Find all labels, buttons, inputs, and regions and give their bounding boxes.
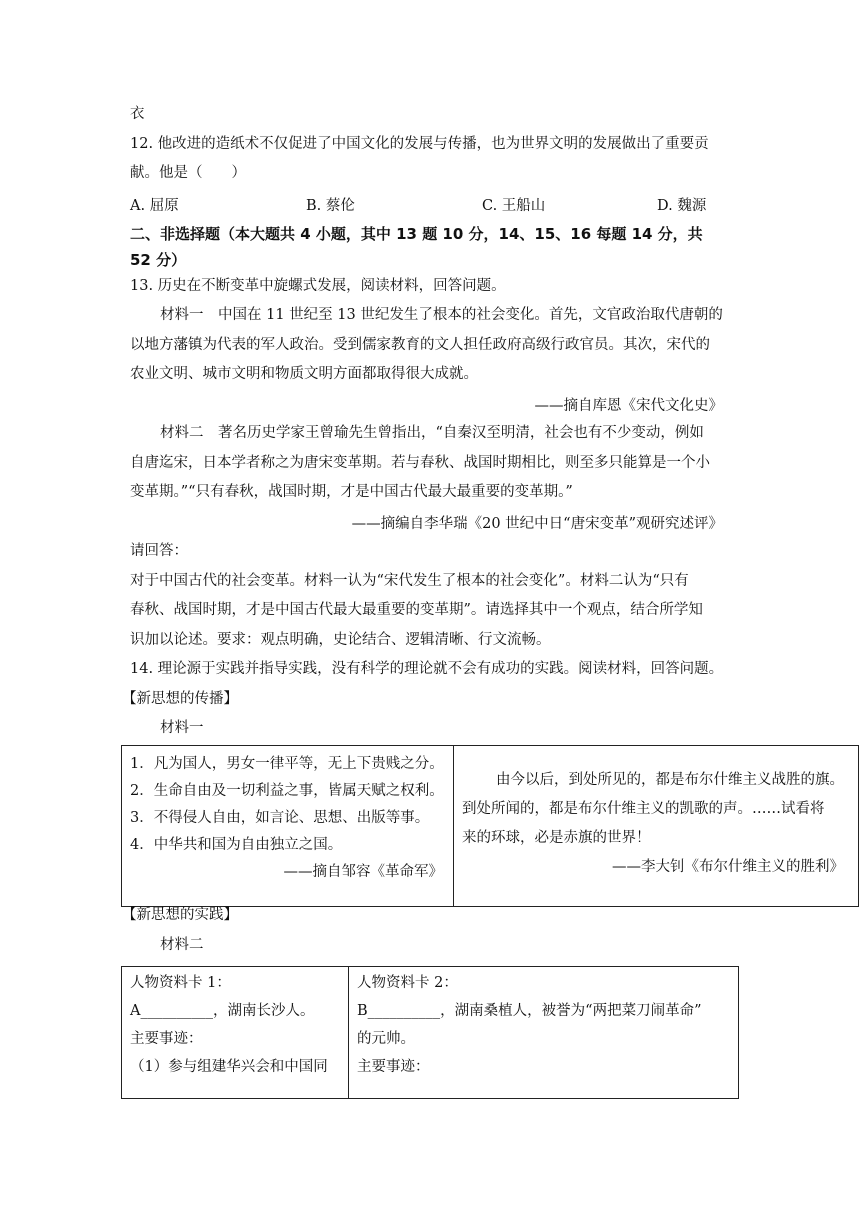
- q12-option-b[interactable]: B. 蔡伦: [306, 198, 355, 214]
- section2-heading-line2: 52 分）: [130, 251, 187, 269]
- q14-heading-practice: 【新思想的实践】: [122, 907, 238, 923]
- q14-table1-left-item: 2．生命自由及一切利益之事，皆属天赋之权利。: [130, 783, 444, 799]
- q13-task-line3: 识加以论述。要求：观点明确，史论结合、逻辑清晰、行文流畅。: [130, 632, 551, 648]
- q14-table1-left-item: 4．中华共和国为自由独立之国。: [130, 837, 343, 853]
- q13-material1-line3: 农业文明、城市文明和物质文明方面都取得很大成就。: [130, 366, 478, 382]
- person-card-1: [122, 967, 349, 1099]
- top-fragment: 衣: [130, 106, 145, 122]
- q13-material1-line2: 以地方藩镇为代表的军人政治。受到儒家教育的文人担任政府高级行政官员。其次，宋代的: [130, 337, 710, 353]
- q13-material2-source: ——摘编自李华瑞《20 世纪中日“唐宋变革”观研究述评》: [351, 516, 723, 532]
- card1-line: 主要事迹：: [130, 1031, 203, 1047]
- q12-option-c[interactable]: C. 王船山: [482, 198, 546, 214]
- q14-table1-left-item: 1．凡为国人，男女一律平等，无上下贵贱之分。: [130, 756, 444, 772]
- q14-material2-table: [121, 966, 739, 1099]
- q12-stem-line2: 献。他是（ ）: [130, 165, 246, 181]
- q14-table1-left-item: 3．不得侵人自由，如言论、思想、出版等事。: [130, 810, 430, 826]
- q14-table1-right-line: 到处所闻的，都是布尔什维主义的凯歌的声。……试看将: [462, 801, 825, 817]
- card2-line: B__________，湖南桑植人，被誉为“两把菜刀闹革命”: [357, 1003, 702, 1019]
- q12-stem-line1: 12. 他改进的造纸术不仅促进了中国文化的发展与传播，也为世界文明的发展做出了重要贡: [130, 136, 709, 152]
- card2-line: 的元帅。: [357, 1031, 415, 1047]
- q12-option-a[interactable]: A. 屈原: [130, 198, 179, 214]
- q14-stem: 14. 理论源于实践并指导实践，没有科学的理论就不会有成功的实践。阅读材料，回答问题。: [130, 661, 724, 677]
- section2-heading-line1: 二、非选择题（本大题共 4 小题，其中 13 题 10 分，14、15、16 每题 14 分，共: [130, 225, 703, 243]
- q13-material2-line2: 自唐迄宋，日本学者称之为唐宋变革期。若与春秋、战国时期相比，则至多只能算是一个小: [130, 455, 710, 471]
- q14-material2-label: 材料二: [160, 937, 204, 953]
- card1-line: A__________，湖南长沙人。: [130, 1003, 315, 1019]
- q14-table1-left-source: ——摘自邹容《革命军》: [283, 864, 443, 880]
- q14-table1-right-source: ——李大钊《布尔什维主义的胜利》: [612, 859, 844, 875]
- card1-line: （1）参与组建华兴会和中国同: [130, 1059, 328, 1075]
- q14-material1-label: 材料一: [160, 720, 204, 736]
- q14-table1-right-cell: [454, 746, 859, 907]
- q13-material1-line1: 材料一 中国在 11 世纪至 13 世纪发生了根本的社会变化。首先，文官政治取代唐朝的: [160, 307, 723, 323]
- card2-line: 主要事迹：: [357, 1059, 430, 1075]
- q14-heading-spread: 【新思想的传播】: [122, 691, 238, 707]
- q14-table1-right-line: 由今以后，到处所见的，都是布尔什维主义战胜的旗。: [496, 772, 844, 788]
- q13-ask: 请回答：: [130, 543, 188, 559]
- q13-stem: 13. 历史在不断变革中旋螺式发展，阅读材料，回答问题。: [130, 278, 506, 294]
- q14-table1-left-cell: [122, 746, 454, 907]
- card1-line: 人物资料卡 1：: [130, 975, 231, 991]
- q12-option-d[interactable]: D. 魏源: [657, 198, 707, 214]
- card2-line: 人物资料卡 2：: [357, 975, 458, 991]
- q13-material2-line1: 材料二 著名历史学家王曾瑜先生曾指出，“自秦汉至明清，社会也有不少变动，例如: [160, 425, 704, 441]
- q13-task-line2: 春秋、战国时期，才是中国古代最大最重要的变革期”。请选择其中一个观点，结合所学知: [130, 602, 703, 618]
- q14-table1-right-line: 来的环球，必是赤旗的世界！: [462, 830, 651, 846]
- q13-material2-line3: 变革期。”“只有春秋，战国时期，才是中国古代最大最重要的变革期。”: [130, 484, 573, 500]
- q14-material1-table: [121, 745, 859, 907]
- q13-material1-source: ——摘自库恩《宋代文化史》: [534, 398, 723, 414]
- q13-task-line1: 对于中国古代的社会变革。材料一认为“宋代发生了根本的社会变化”。材料二认为“只有: [130, 573, 689, 589]
- person-card-2: [349, 967, 739, 1099]
